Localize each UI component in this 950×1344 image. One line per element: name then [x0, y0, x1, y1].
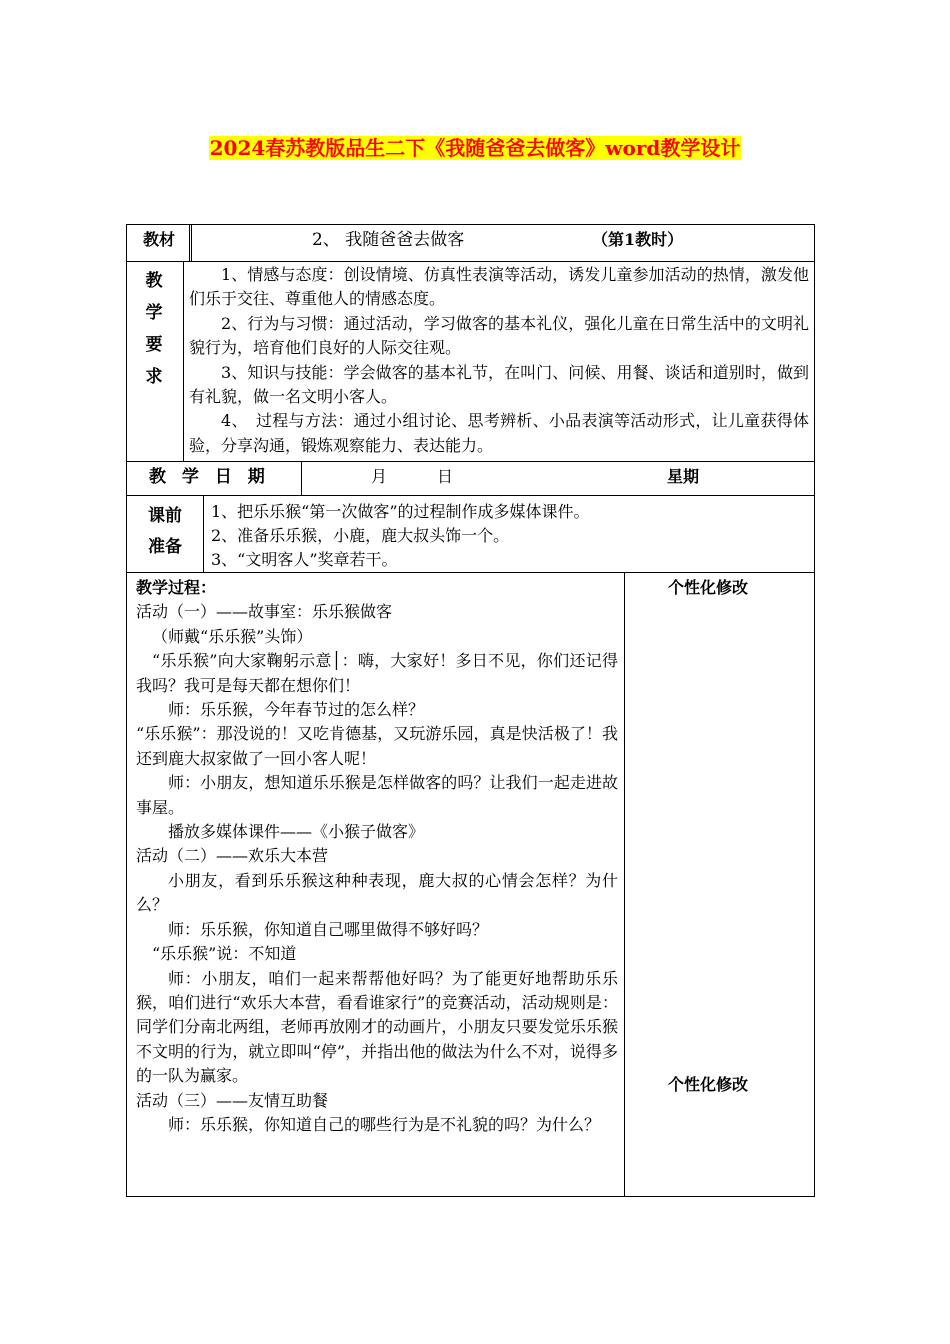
objectives-content [189, 263, 809, 459]
date-day: 日 [437, 467, 454, 486]
process-line: 活动（三）——友情互助餐 [136, 1090, 329, 1110]
title-text: 2024春苏教版品生二下《我随爸爸去做客》word教学设计 [209, 136, 741, 160]
personalized-edit-label-1: 个性化修改 [667, 578, 748, 597]
process-line: 师：乐乐猴，你知道自己的哪些行为是不礼貌的吗？为什么？ [168, 1114, 601, 1134]
row-separator [127, 461, 814, 462]
row-separator [127, 495, 814, 496]
process-line: “乐乐猴”说：不知道 [152, 944, 297, 964]
process-line: 活动（二）——欢乐大本营 [136, 846, 329, 866]
preparation-item: 1、把乐乐猴“第一次做客”的过程制作成多媒体课件。 [211, 502, 590, 521]
process-line: 播放多媒体课件——《小猴子做客》 [168, 822, 425, 842]
date-month: 月 [371, 467, 388, 486]
preparation-item: 3、“文明客人”奖章若干。 [211, 550, 398, 570]
preparation-label: 课前 准备 [148, 506, 182, 557]
lesson-title: 2、 我随爸爸去做客 [312, 230, 465, 250]
row1-divider-double [191, 225, 192, 261]
process-line: “乐乐猴”：那没说的！又吃肯德基，又玩游乐园，真是快活极了！我还到鹿大叔家做了一回小客人呢！ [136, 724, 618, 768]
process-line: 小朋友，看到乐乐猴这种种表现，鹿大叔的心情会怎样？为什么？ [136, 870, 618, 915]
personalized-edit-label-2: 个性化修改 [667, 1075, 748, 1094]
row5-divider [624, 572, 625, 1196]
objective-item: 4、 过程与方法：通过小组讨论、思考辨析、小品表演等活动形式，让儿童获得体验，分享沟通，锻炼观察能力、表达能力。 [189, 411, 809, 455]
row4-divider [203, 495, 204, 572]
process-line: 活动（一）——故事室：乐乐猴做客 [136, 602, 393, 622]
lesson-period: （第1教时） [592, 230, 684, 249]
preparation-content [211, 500, 809, 570]
objective-item: 3、知识与技能：学会做客的基本礼节，在叫门、问候、用餐、谈话和道别时，做到有礼貌，做一名文明小客人。 [189, 362, 809, 407]
date-week: 星期 [667, 467, 700, 486]
process-line: 师：小朋友，咱们一起来帮帮他好吗？为了能更好地帮助乐乐猴，咱们进行“欢乐大本营，看看谁家行”的竞赛活动，活动规则是：同学们分南北两组，老师再放刚才的动画片，小朋友只要发觉乐乐猴不文明的行为，就立即叫“停”，并指出他的做法为什么不对，说得多的一队为赢家。 [136, 968, 618, 1086]
process-line: 师：小朋友，想知道乐乐猴是怎样做客的吗？让我们一起走进故事屋。 [136, 773, 618, 817]
objective-item: 1、情感与态度：创设情境、仿真性表演等活动，诱发儿童参加活动的热情，激发他们乐于交往、尊重他人的情感态度。 [189, 265, 809, 309]
objective-item: 2、行为与习惯：通过活动，学习做客的基本礼仪，强化儿童在日常生活中的文明礼貌行为，培育他们良好的人际交往观。 [189, 313, 809, 358]
lesson-plan-table [126, 224, 815, 1197]
objectives-label: 教 学 要 求 [145, 271, 163, 387]
textbook-label: 教材 [142, 230, 175, 249]
row-separator [127, 261, 814, 262]
row2-divider [183, 261, 184, 461]
row1-divider [189, 225, 190, 261]
preparation-item: 2、准备乐乐猴，小鹿，鹿大叔头饰一个。 [211, 526, 510, 546]
process-line: （师戴“乐乐猴”头饰） [152, 626, 313, 646]
process-heading: 教学过程： [136, 578, 217, 597]
document-title [0, 133, 950, 163]
teaching-date-label: 教 学 日 期 [149, 467, 265, 487]
row-separator [127, 572, 814, 573]
process-line: 师：乐乐猴，今年春节过的怎么样？ [168, 700, 425, 720]
process-lines [136, 600, 618, 1137]
teaching-process-content [136, 576, 618, 1194]
process-line: “乐乐猴”向大家鞠躬示意│：嗨，大家好！多日不见，你们还记得我吗？我可是每天都在想你们！ [136, 651, 618, 695]
row3-divider [301, 461, 302, 495]
process-line: 师：乐乐猴，你知道自己哪里做得不够好吗？ [168, 919, 489, 939]
